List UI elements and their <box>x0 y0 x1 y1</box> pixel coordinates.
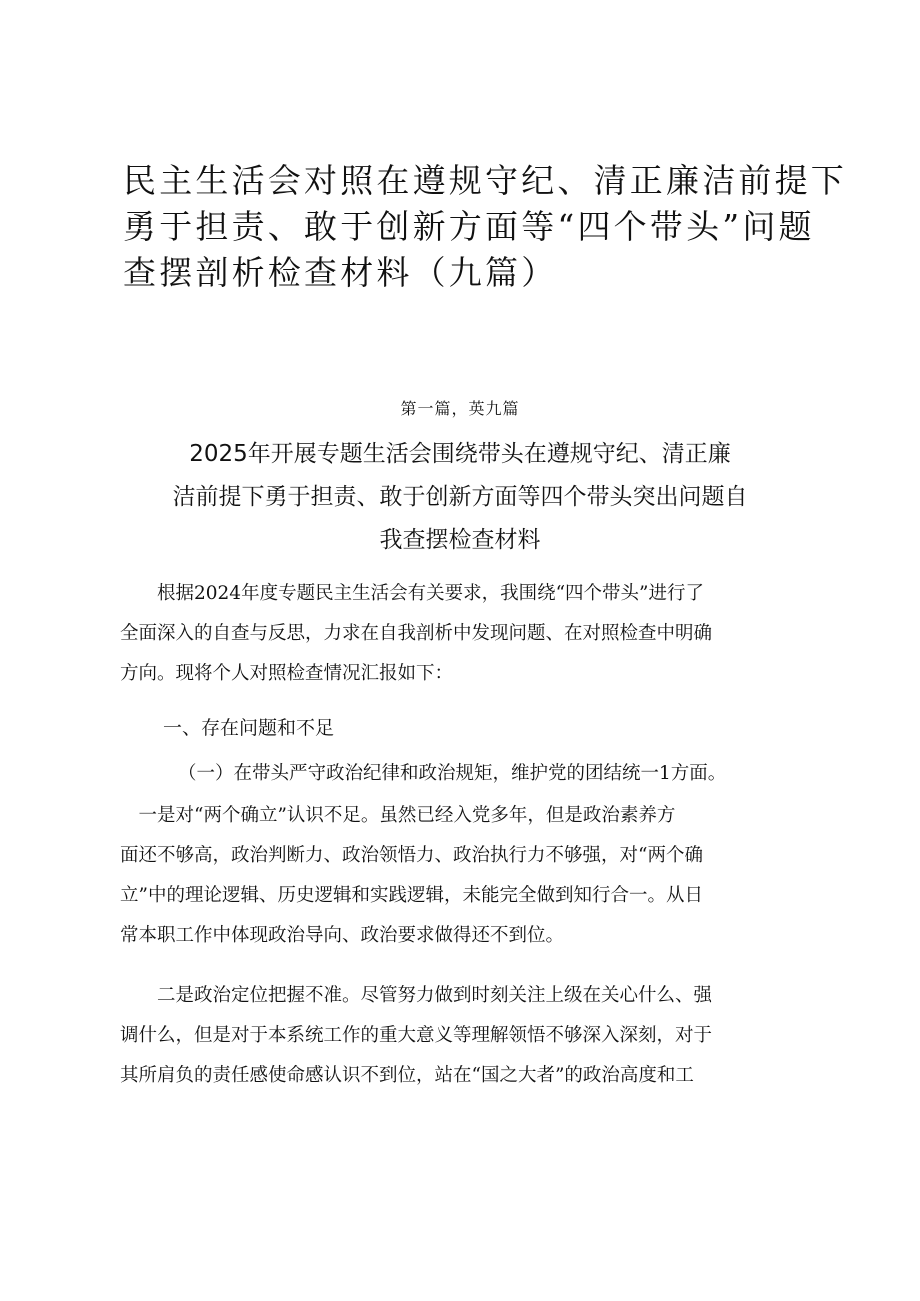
article-title <box>110 433 810 562</box>
point-two-paragraph <box>120 976 810 1096</box>
main-title-line: 民主生活会对照在遵规守纪、清正廉洁前提下 <box>123 161 847 200</box>
article-title-line: 洁前提下勇于担责、敢于创新方面等四个带头突出问题自 <box>172 484 748 510</box>
point-one-line: 立”中的理论逻辑、历史逻辑和实践逻辑，未能完全做到知行合一。从日 <box>120 885 703 906</box>
intro-line: 全面深入的自查与反思，力求在自我剖析中发现问题、在对照检查中明确 <box>120 623 713 644</box>
point-one-line: 一是对“两个确立”认识不足。虽然已经入党多年，但是政治素养方 <box>120 805 676 826</box>
point-two-line: 二是政治定位把握不准。尽管努力做到时刻关注上级在关心什么、强 <box>120 985 713 1006</box>
point-two-line: 调什么，但是对于本系统工作的重大意义等理解领悟不够深入深刻，对于 <box>120 1025 713 1046</box>
main-title-line: 勇于担责、敢于创新方面等“四个带头”问题 <box>123 207 815 246</box>
main-title <box>123 158 847 296</box>
article-title-line: 我查摆检查材料 <box>379 527 541 553</box>
intro-line: 根据2024年度专题民主生活会有关要求，我围绕“四个带头”进行了 <box>120 583 704 604</box>
intro-line: 方向。现将个人对照检查情况汇报如下： <box>120 663 454 684</box>
point-one-paragraph <box>120 796 810 956</box>
point-two-line: 其所肩负的责任感使命感认识不到位，站在“国之大者”的政治高度和工 <box>120 1065 694 1086</box>
intro-paragraph <box>120 574 810 694</box>
section-heading: 一、存在问题和不足 <box>163 717 335 739</box>
article-label: 第一篇，英九篇 <box>400 399 520 418</box>
subsection-heading: （一）在带头严守政治纪律和政治规矩，维护党的团结统一1方面。 <box>178 763 727 784</box>
point-one-line: 常本职工作中体现政治导向、政治要求做得还不到位。 <box>120 925 565 946</box>
article-title-line: 2025年开展专题生活会围绕带头在遵规守纪、清正廉 <box>189 441 731 467</box>
point-one-line: 面还不够高，政治判断力、政治领悟力、政治执行力不够强，对“两个确 <box>120 845 703 866</box>
main-title-line: 查摆剖析检查材料（九篇） <box>123 253 558 292</box>
